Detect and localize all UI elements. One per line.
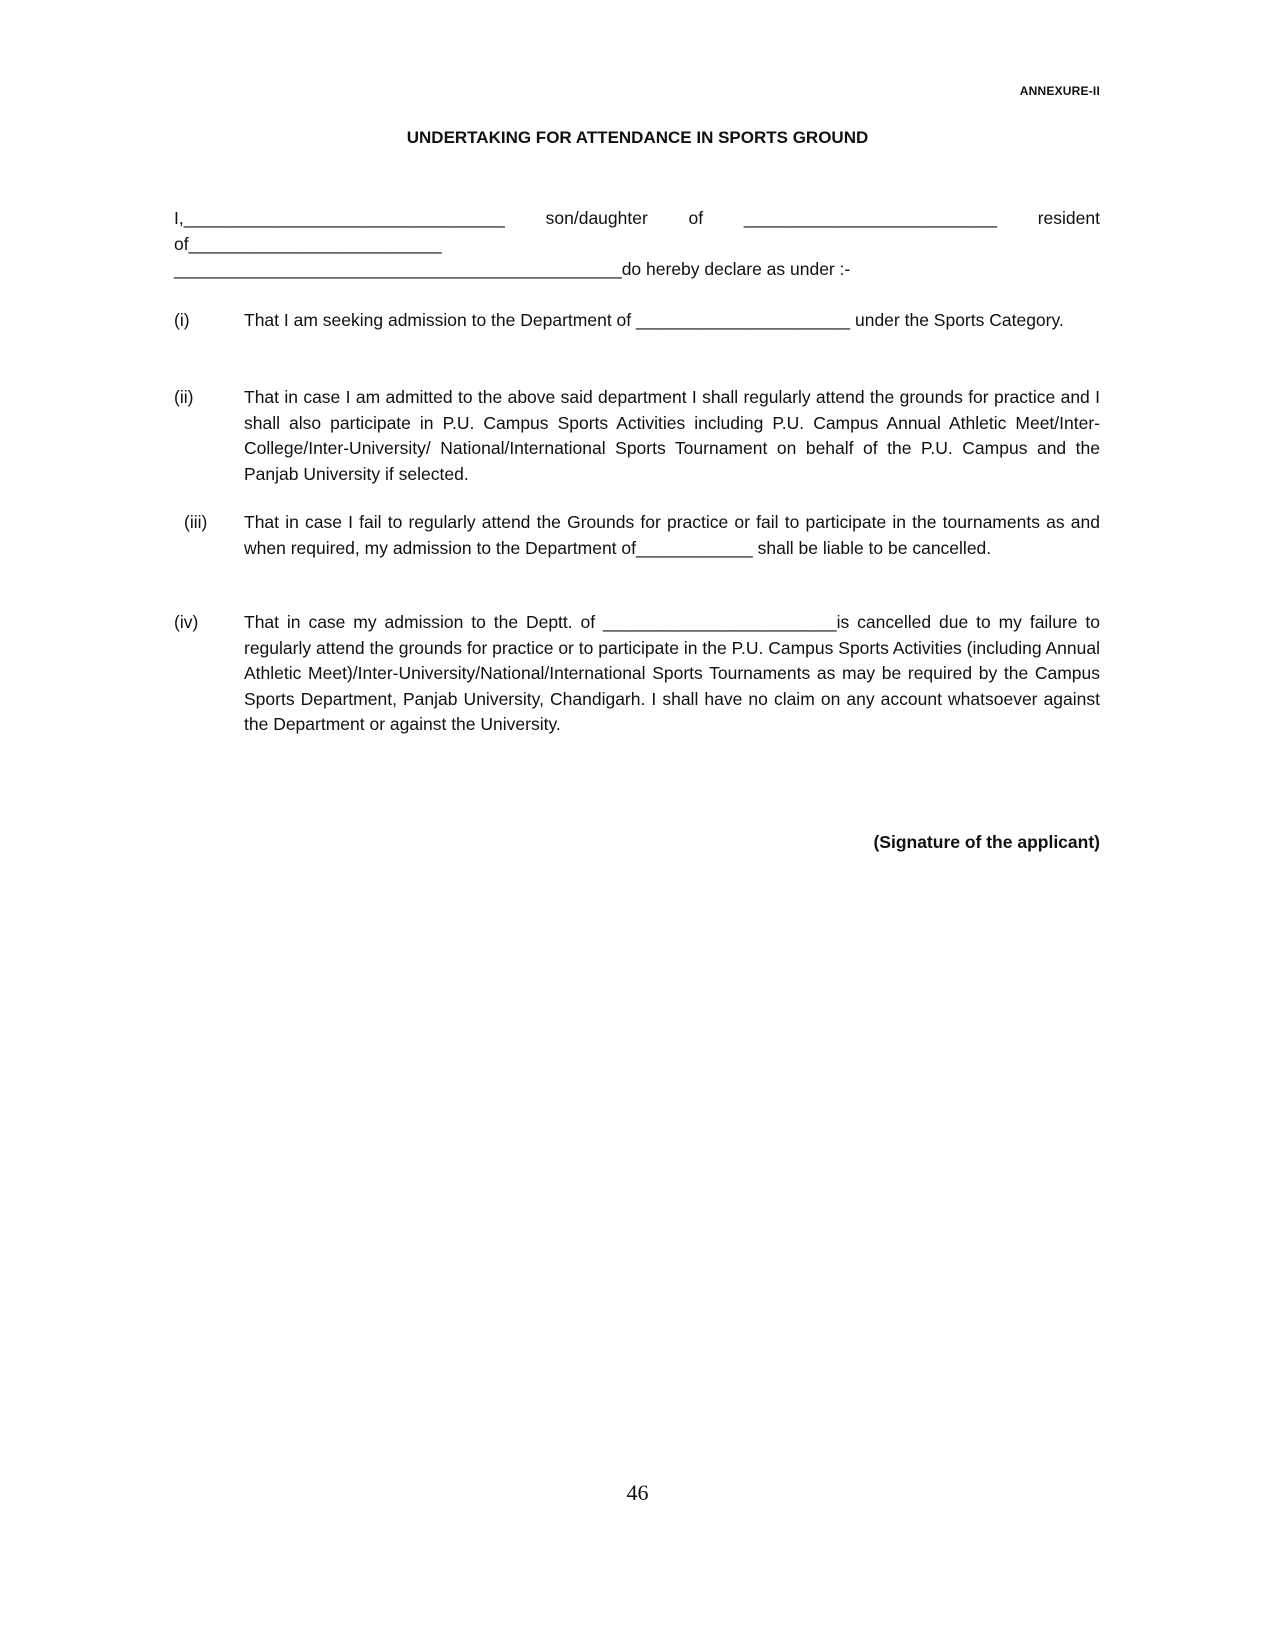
parent-name-blank: __________________________ (743, 208, 997, 228)
clause-number: (iv) (174, 612, 199, 632)
clause-text: That in case my admission to the Deptt. of ________________________is cancelled due to my failure to regularly attend the grounds for practice or to participate in the P.U. Campus Sports Activities (including Annual Athletic Meet)/Inter-University/National/International Sports Tournaments as may be required by the Campus Sports Department, Panjab University, Chandigarh. I shall have no claim on any account whatsoever against the Department or against the University. (244, 612, 1100, 734)
declaration-line-3: ______________________________________________do hereby declare as under :- (174, 259, 851, 279)
name-blank: I,_________________________________ (174, 208, 505, 228)
signature-label: (Signature of the applicant) (873, 832, 1100, 852)
resident-text: resident (1037, 208, 1100, 228)
clause-number: (i) (174, 310, 190, 330)
declaration-line-1 (174, 206, 1100, 232)
clause-number: (ii) (174, 387, 194, 407)
son-daughter-text: son/daughter (545, 208, 648, 228)
clause-text: That in case I fail to regularly attend the Grounds for practice or fail to participate in the tournaments as and when required, my admission to the Department of____________ shall be liable to be cancelled. (244, 512, 1100, 558)
page-number: 46 (626, 1480, 649, 1505)
clause-iii (174, 510, 1100, 561)
document-title: UNDERTAKING FOR ATTENDANCE IN SPORTS GROUND (406, 128, 869, 147)
clause-text: That I am seeking admission to the Department of ______________________ under the Sports Category. (244, 310, 1064, 330)
clause-number: (iii) (184, 512, 208, 532)
of-text: of (688, 208, 704, 228)
declaration-line-2: of__________________________ (174, 233, 442, 254)
declaration-block (174, 206, 1100, 283)
clause-i (174, 308, 1100, 334)
clause-iv (174, 610, 1100, 738)
annexure-label: ANNEXURE-II (1019, 84, 1100, 98)
clause-text: That in case I am admitted to the above said department I shall regularly attend the grounds for practice and I shall also participate in P.U. Campus Sports Activities including P.U. Campus Annual Athletic Meet/Inter-College/Inter-University/ National/International Sports Tournament on behalf of the P.U. Campus and the Panjab University if selected. (244, 387, 1100, 484)
clause-ii (174, 385, 1100, 487)
